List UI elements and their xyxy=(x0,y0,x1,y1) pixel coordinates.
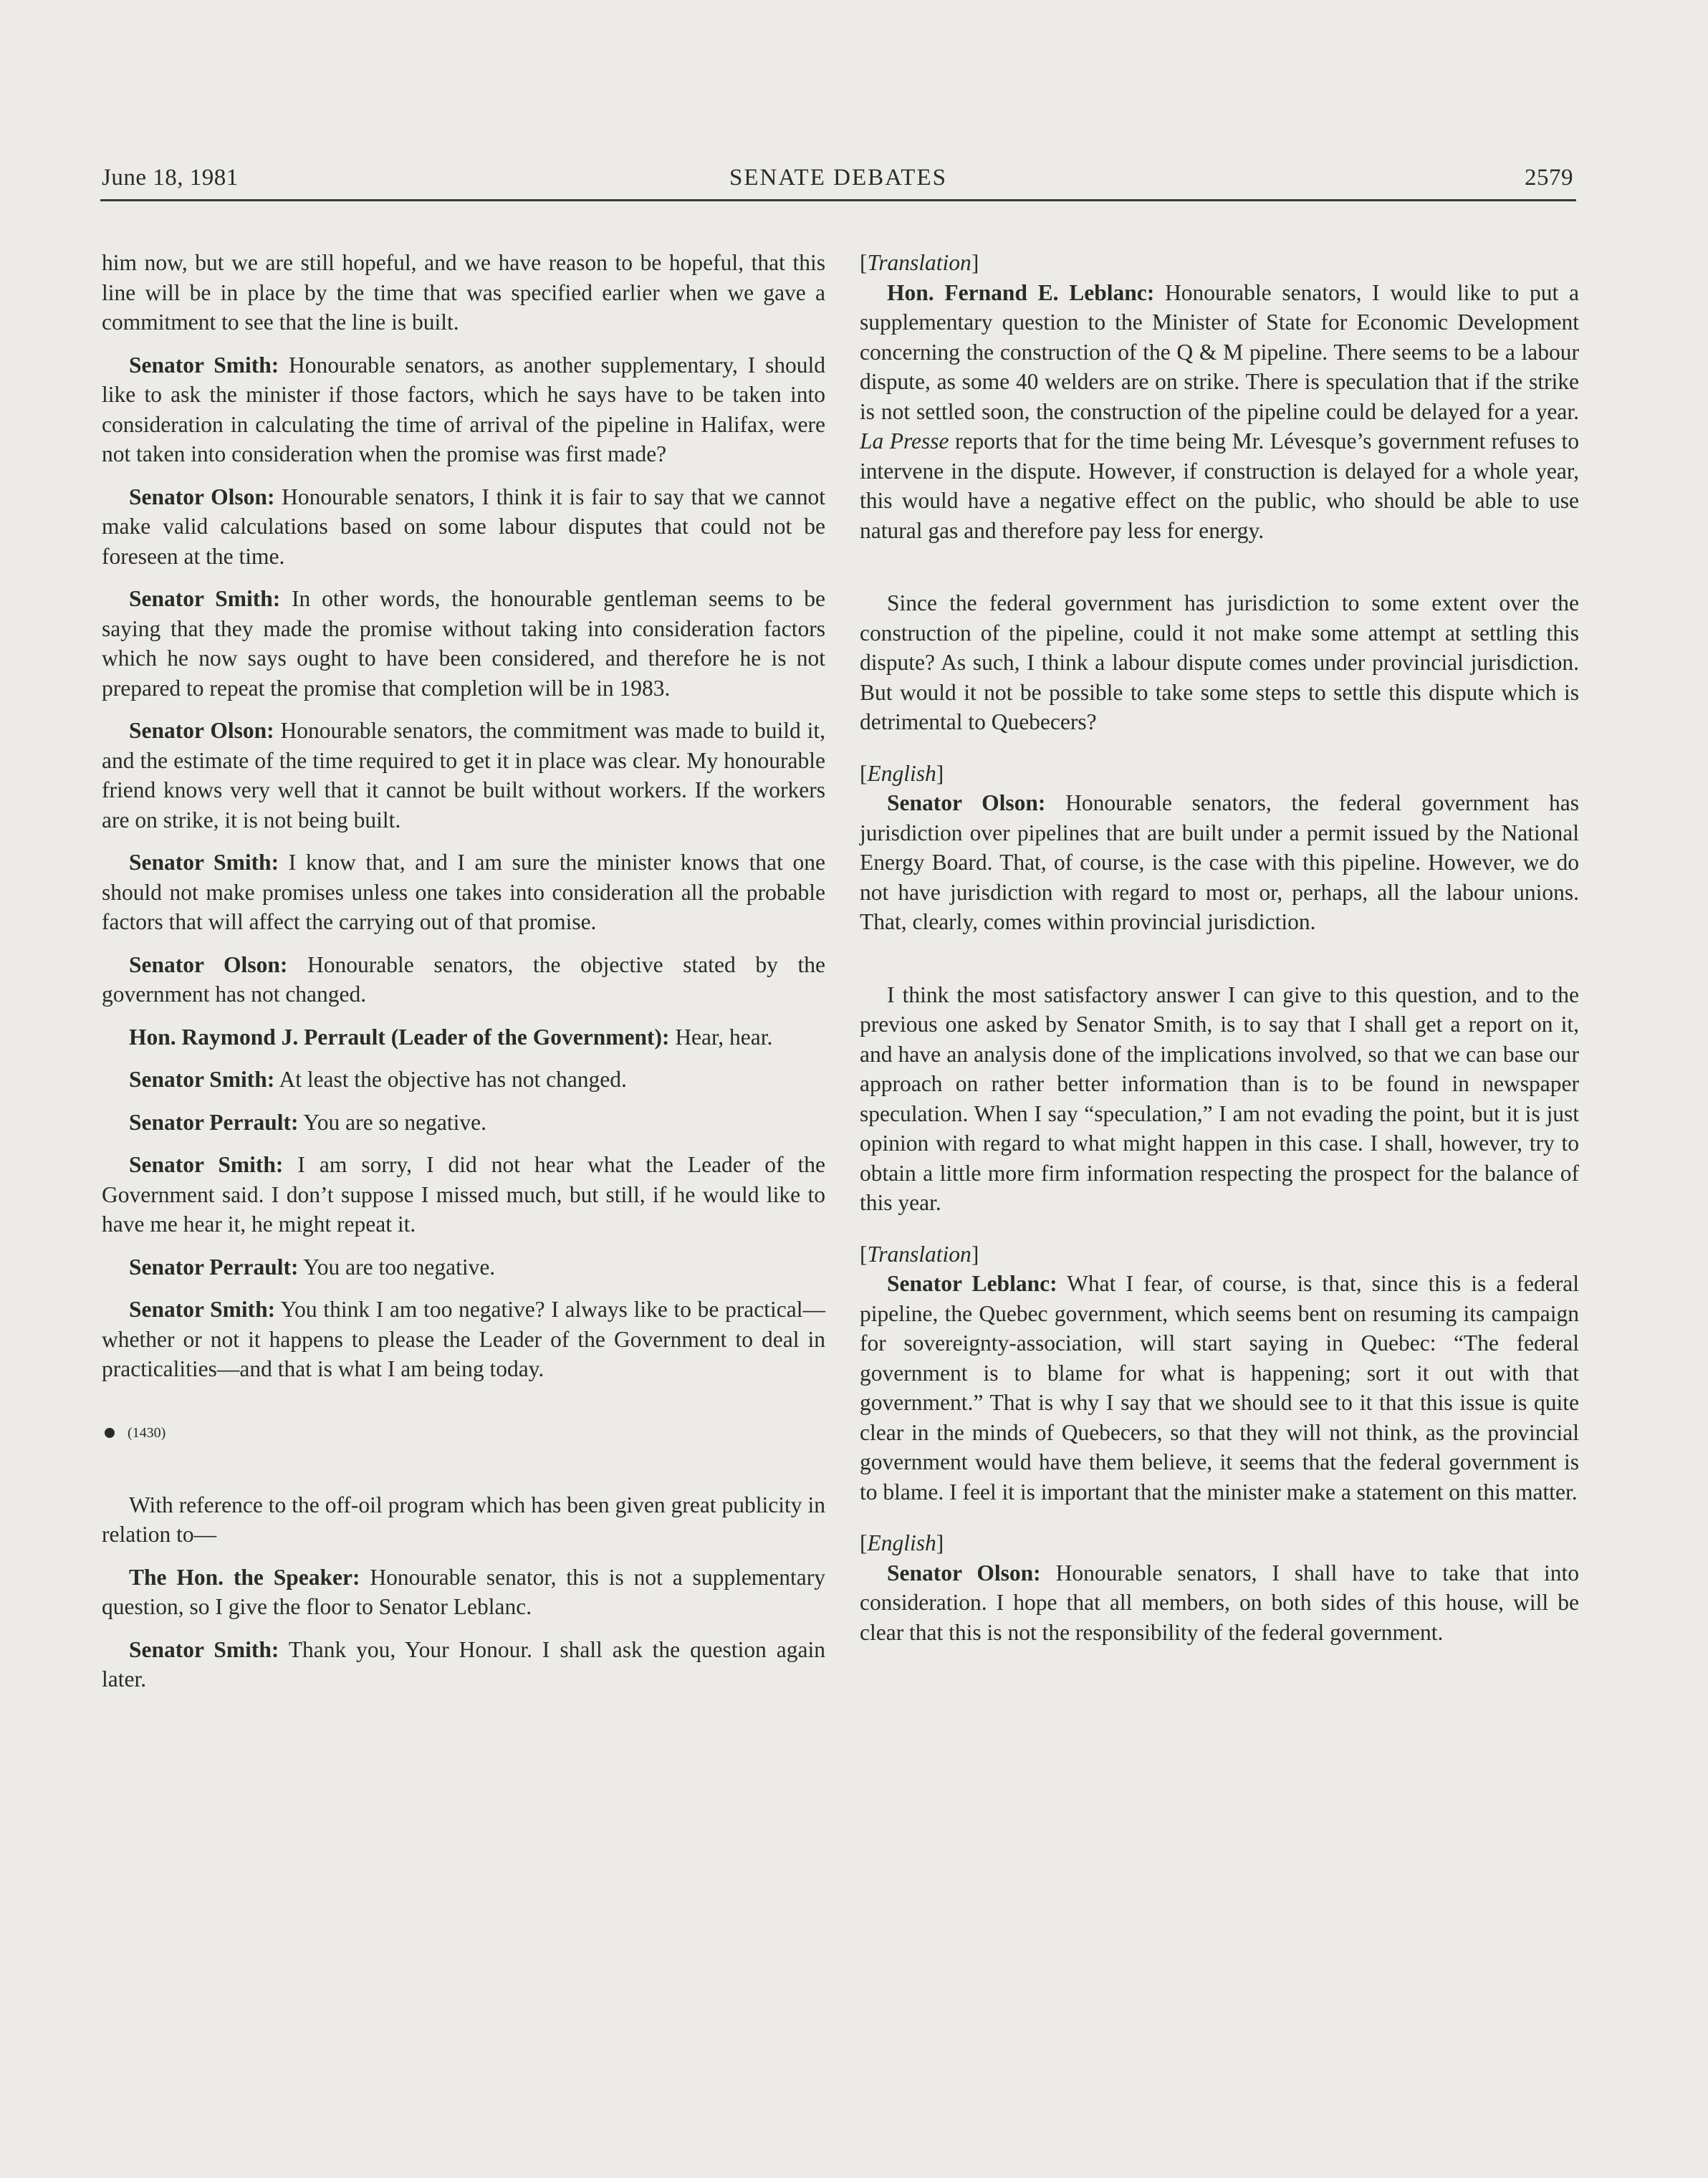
speech xyxy=(102,950,825,1009)
language-marker: [Translation] xyxy=(860,250,979,275)
speaker-name: Senator Smith: xyxy=(129,1152,284,1177)
speech xyxy=(860,1269,1579,1507)
speaker-name: Senator Leblanc: xyxy=(887,1271,1057,1296)
speaker-name: Senator Smith: xyxy=(129,1636,279,1662)
speaker-name: Senator Olson: xyxy=(887,1560,1041,1585)
language-marker: [English] xyxy=(860,1530,944,1555)
speech xyxy=(102,1022,825,1052)
speech xyxy=(102,716,825,835)
speech xyxy=(860,278,1579,546)
time-marker xyxy=(102,1424,825,1441)
speech-text: In other words, the honourable gentleman seems to be saying that they made the promise without taking into consideration factors which he now says ought to have been considered, and therefore he is not prepared to repeat the promise that completion will be in 1983. xyxy=(102,586,825,701)
speech-text: You think I am too negative? I always like to be practical—whether or not it happens to please the Leader of the Government to deal in practicalities—and that is what I am being today. xyxy=(102,1297,825,1381)
speech xyxy=(102,482,825,572)
speaker-name: Hon. Raymond J. Perrault (Leader of the Government): xyxy=(129,1024,670,1050)
speaker-name: Senator Smith: xyxy=(129,850,279,875)
right-column xyxy=(860,248,1579,1647)
speech-text: Thank you, Your Honour. I shall ask the question again later. xyxy=(102,1636,825,1692)
speech-text: I know that, and I am sure the minister knows that one should not make promises unless one takes into consideration all the probable factors that will affect the carrying out of that promise. xyxy=(102,850,825,934)
speech-text: Honourable senators, the federal government has jurisdiction over pipelines that are built under a permit issued by the National Energy Board. That, of course, is the case with this pipeline. However, we do not have jurisdiction with regard to most or, perhaps, all the labour unions. That, clearly, comes within provincial jurisdiction. xyxy=(860,790,1579,934)
paragraph: I think the most satisfactory answer I can give to this question, and to the previous one asked by Senator Smith, is to say that I shall get a report on it, and have an analysis done of the implications involved, so that we can base our approach on rather better information than is to be found in newspaper speculation. When I say “speculation,” I am not evading the point, but it is just opinion with regard to what might happen in this case. I shall, however, try to obtain a little more firm information respecting the prospect for the balance of this year. xyxy=(860,982,1579,1215)
page-header xyxy=(100,162,1576,201)
speaker-name: The Hon. the Speaker: xyxy=(129,1564,360,1590)
speech xyxy=(102,1108,825,1138)
speaker-name: Senator Olson: xyxy=(129,718,274,743)
speaker-name: Senator Smith: xyxy=(129,1067,275,1092)
speech xyxy=(102,350,825,469)
language-marker: [Translation] xyxy=(860,1241,979,1267)
speech xyxy=(102,1635,825,1694)
speech xyxy=(102,1150,825,1239)
header-title: SENATE DEBATES xyxy=(729,165,947,191)
language-label: English xyxy=(867,1530,936,1555)
speaker-name: Senator Perrault: xyxy=(129,1109,299,1135)
publication-name: La Presse xyxy=(860,428,949,454)
bullet-icon xyxy=(105,1428,115,1438)
speech-text: At least the objective has not changed. xyxy=(274,1067,627,1092)
page-number: 2579 xyxy=(1525,165,1573,191)
language-label: English xyxy=(867,760,936,786)
speech xyxy=(102,584,825,703)
speaker-name: Hon. Fernand E. Leblanc: xyxy=(887,279,1155,305)
paragraph: With reference to the off-oil program which has been given great publicity in relation to— xyxy=(102,1492,825,1547)
speech-text: Honourable senators, I think it is fair to say that we cannot make valid calculations based on some labour disputes that could not be foreseen at the time. xyxy=(102,484,825,569)
speaker-name: Senator Smith: xyxy=(129,352,279,378)
speech xyxy=(102,1252,825,1282)
speech-text: What I fear, of course, is that, since this is a federal pipeline, the Quebec government, which seems bent on resuming its campaign for sovereignty-association, will start saying in Quebec: “The federal government is to blame for what is happening; sort it out with that government.” That is why I say that we should see to it that this issue is quite clear in the minds of Quebecers, so that they will not think, as the provincial government would have them believe, it seems that the federal government is to blame. I feel it is important that the minister make a statement on this matter. xyxy=(860,1271,1579,1505)
speech xyxy=(102,1065,825,1095)
language-label: Translation xyxy=(867,1241,971,1267)
speaker-name: Senator Smith: xyxy=(129,586,281,611)
speech-text: Honourable senators, the objective stated by the government has not changed. xyxy=(102,951,826,1007)
speaker-name: Senator Olson: xyxy=(129,951,288,977)
speaker-name: Senator Olson: xyxy=(129,484,275,509)
speech-text: Hear, hear. xyxy=(669,1024,773,1050)
speaker-name: Senator Olson: xyxy=(887,790,1046,815)
speech xyxy=(102,1295,825,1384)
language-marker: [English] xyxy=(860,760,944,786)
speech-text: You are too negative. xyxy=(298,1254,496,1280)
speech-text: Honourable senators, I shall have to take that into consideration. I hope that all members, on both sides of this house, will be clear that this is not the responsibility of the federal government. xyxy=(860,1560,1579,1645)
speaker-name: Senator Perrault: xyxy=(129,1254,299,1280)
speech-text: You are so negative. xyxy=(298,1109,486,1135)
language-label: Translation xyxy=(867,250,971,275)
speech xyxy=(102,848,825,937)
speech xyxy=(860,1558,1579,1648)
speech-text: reports that for the time being Mr. Lévesque’s government refuses to intervene in the dispute. However, if construction is delayed for a whole year, this would have a negative effect on the public, who should be able to use natural gas and therefore pay less for energy. xyxy=(860,428,1579,543)
left-column xyxy=(102,248,825,1694)
speech xyxy=(860,788,1579,937)
speech-text: Honourable senators, the commitment was made to build it, and the estimate of the time required to get it in place was clear. My honourable friend knows very well that it cannot be built without workers. If the workers are on strike, it is not being built. xyxy=(102,718,825,833)
speech-text: I am sorry, I did not hear what the Leader of the Government said. I don’t suppose I missed much, but still, if he would like to have me hear it, he might repeat it. xyxy=(102,1152,825,1237)
paragraph: Since the federal government has jurisdiction to some extent over the construction of the pipeline, could it not make some attempt at settling this dispute? As such, I think a labour dispute comes under provincial jurisdiction. But would it not be possible to take some steps to settle this dispute which is detrimental to Quebecers? xyxy=(860,590,1579,734)
paragraph: him now, but we are still hopeful, and we have reason to be hopeful, that this line will be in place by the time that was specified earlier when we gave a commitment to see that the line is built. xyxy=(102,250,825,335)
speech-text: Honourable senator, this is not a supplementary question, so I give the floor to Senator Leblanc. xyxy=(102,1564,826,1619)
speech-text: Honourable senators, as another supplementary, I should like to ask the minister if those factors, which he says have to be taken into consideration in calculating the time of arrival of the pipeline in Halifax, were not taken into consideration when the promise was first made? xyxy=(102,352,825,466)
speech-text: Honourable senators, I would like to put a supplementary question to the Minister of State for Economic Development concerning the construction of the Q & M pipeline. There seems to be a labour dispute, as some 40 welders are on strike. There is speculation that if the strike is not settled soon, the construction of the pipeline could be delayed for a year. xyxy=(860,279,1579,424)
speech xyxy=(102,1563,825,1622)
header-date: June 18, 1981 xyxy=(102,165,239,191)
speaker-name: Senator Smith: xyxy=(129,1297,276,1322)
time-marker-text: (1430) xyxy=(128,1424,166,1441)
